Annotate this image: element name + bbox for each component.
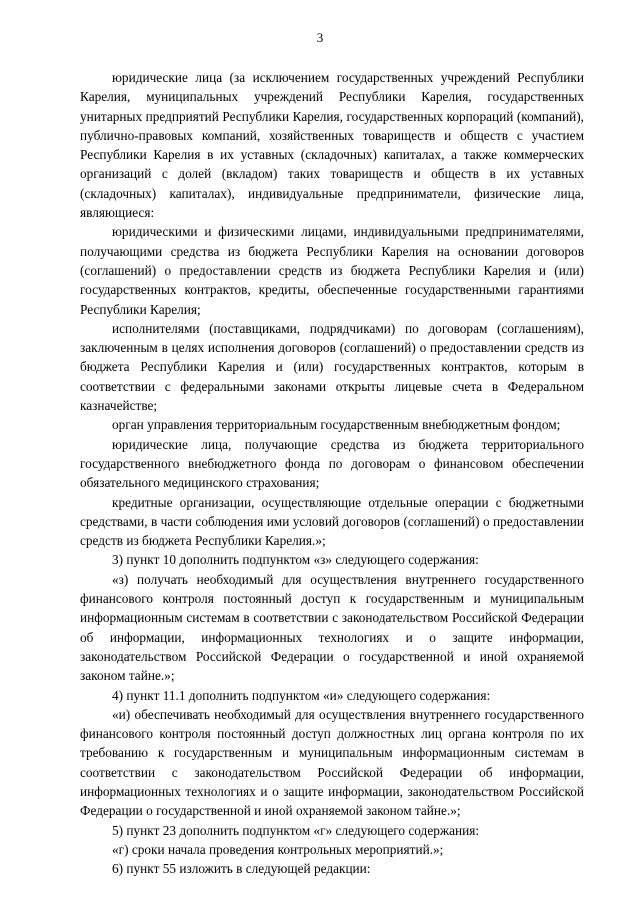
paragraph: «г) сроки начала проведения контрольных мероприятий.»; (112, 841, 444, 857)
paragraph: юридические лица (за исключением государственных учреждений Республики Карелия, муниципальных учреждений Республики Карелия, государственных унитарных предприятий Республики Карелия, государственных корпораций (компаний), публично-правовых компаний, хозяйственных товариществ и обществ с участием Республики Карелия в их уставных (складочных) капиталах, а также коммерческих организаций с долей (вкладом) таких товариществ и обществ в их уставных (складочных) капиталах), индивидуальные предприниматели, физические лица, являющиеся: (80, 70, 584, 221)
paragraph: 5) пункт 23 дополнить подпунктом «г» следующего содержания: (112, 822, 480, 838)
paragraph: 6) пункт 55 изложить в следующей редакции: (112, 861, 371, 877)
paragraph: «з) получать необходимый для осуществления внутреннего государственного финансового контроля постоянный доступ к государственным и муниципальным информационным системам в соответствии с законодательством Российской Федерации об информации, информационных технологиях и о защите информации, законодательством Российской Федерации о государственной и иной охраняемой законом тайне.»; (80, 571, 584, 684)
paragraph: кредитные организации, осуществляющие отдельные операции с бюджетными средствами, в части соблюдения ими условий договоров (соглашений) о предоставлении средств из бюджета Республики Карелия.»; (80, 494, 584, 549)
paragraph: «и) обеспечивать необходимый для осуществления внутреннего государственного финансового контроля постоянный доступ должностных лиц органа контроля по их требованию к государственным и муниципальным информационным системам в соответствии с законодательством Российской Федерации об информации, информационных технологиях и о защите информации, законодательством Российской Федерации о государственной и иной охраняемой законом тайне.»; (80, 706, 584, 819)
document-body (80, 68, 584, 878)
paragraph: 3) пункт 10 дополнить подпунктом «з» следующего содержания: (112, 552, 479, 568)
paragraph: исполнителями (поставщиками, подрядчиками) по договорам (соглашениям), заключенным в целях исполнения договоров (соглашений) о предоставлении средств из бюджета Республики Карелия и (или) государственных контрактов, которым в соответствии с федеральными законами открыты лицевые счета в Федеральном казначействе; (80, 320, 584, 414)
paragraph: юридическими и физическими лицами, индивидуальными предпринимателями, получающими средства из бюджета Республики Карелия на основании договоров (соглашений) о предоставлении средств из бюджета Республики Карелия и (или) государственных контрактов, кредиты, обеспеченные государственными гарантиями Республики Карелия; (80, 224, 584, 317)
paragraph: юридические лица, получающие средства из бюджета территориального государственного внебюджетного фонда по договорам о финансовом обеспечении обязательного медицинского страхования; (80, 436, 584, 491)
paragraph: 4) пункт 11.1 дополнить подпунктом «и» следующего содержания: (112, 687, 491, 703)
page-number: 3 (316, 30, 324, 45)
paragraph: орган управления территориальным государственным внебюджетным фондом; (112, 417, 561, 433)
